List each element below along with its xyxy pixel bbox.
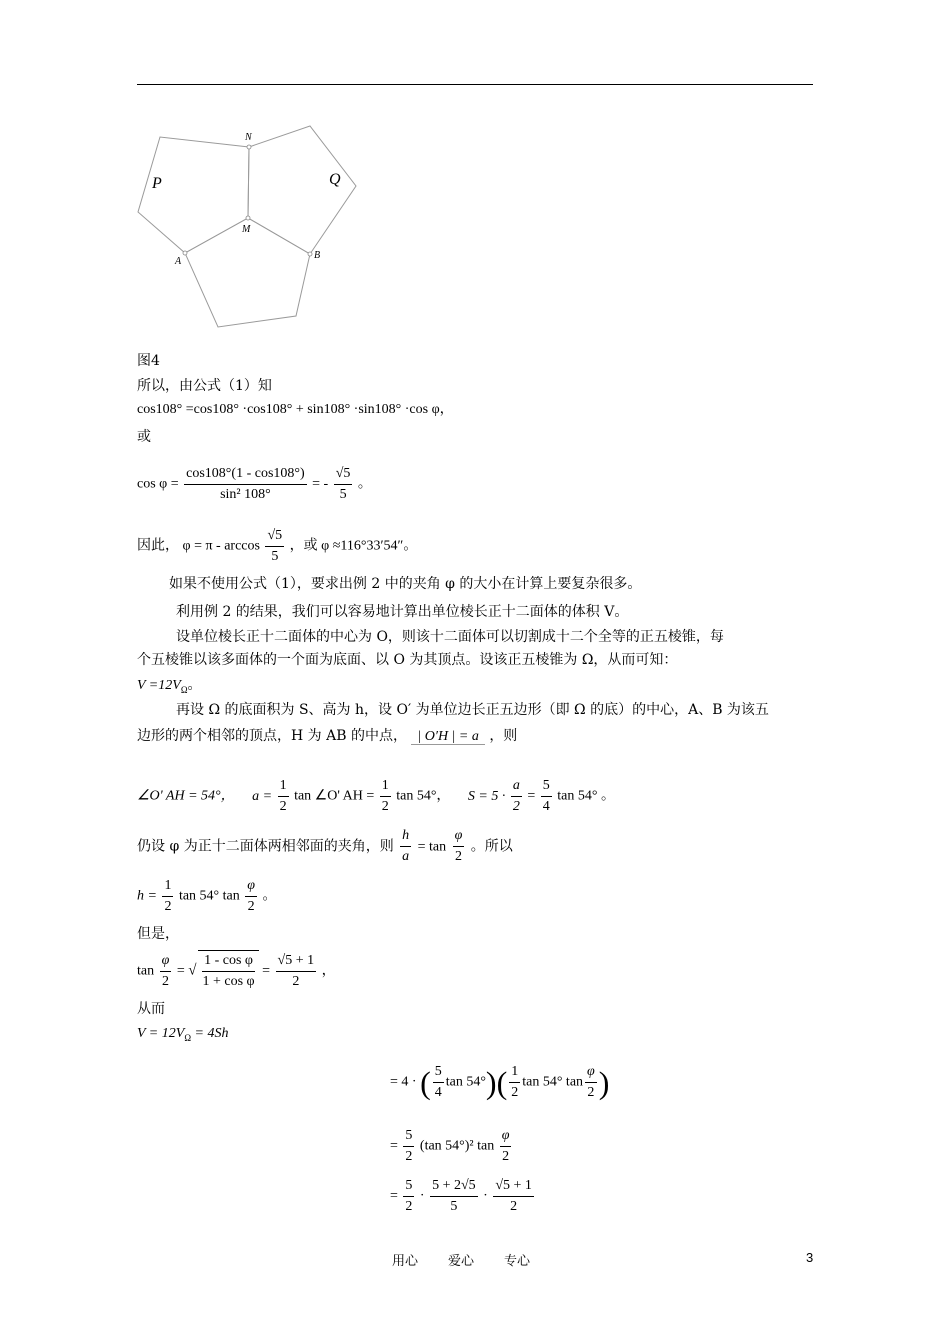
- formula-derivation-2: [390, 1126, 513, 1167]
- paren: ): [598, 1064, 610, 1101]
- denominator: 4: [434, 1085, 442, 1100]
- denominator: 2: [279, 799, 287, 814]
- fraction: [509, 1062, 520, 1103]
- formula-h: [137, 876, 277, 917]
- denominator: 2: [381, 799, 389, 814]
- numerator: 1 - cos φ: [202, 951, 255, 972]
- figure-pentagons: [130, 120, 370, 335]
- numerator: a: [511, 776, 522, 797]
- footer-motto-1: 用心: [392, 1254, 419, 1269]
- header-rule: [137, 84, 813, 85]
- numerator: √5: [334, 464, 353, 485]
- denominator: 5: [339, 487, 347, 502]
- formula-part: = -: [312, 476, 329, 492]
- formula-part: = 4Sh: [194, 1026, 229, 1041]
- formula-part: =: [176, 963, 185, 979]
- numerator: 5: [541, 776, 552, 797]
- formula-part: a =: [252, 788, 273, 804]
- formula-tan-half: [137, 950, 336, 992]
- formula-part: 因此，: [137, 538, 179, 554]
- numerator: 1: [162, 876, 173, 897]
- formula-part: 。: [187, 678, 202, 693]
- pentagon-p: [138, 137, 249, 253]
- formula-part: ，: [321, 963, 336, 979]
- formula-part: 。: [262, 888, 277, 904]
- formula-v: [137, 1025, 228, 1047]
- fraction: [541, 776, 552, 817]
- text-line: 所以，由公式（1）知: [137, 378, 272, 394]
- formula-part: ∠O' AH = 54°，: [137, 788, 235, 804]
- denominator: 4: [542, 799, 550, 814]
- text-line: 个五棱锥以该多面体的一个面为底面、以 O 为其顶点。设该正五棱锥为 Ω，从而可知：: [137, 652, 678, 668]
- formula-part: cos φ =: [137, 476, 179, 492]
- fraction: [162, 876, 173, 917]
- label-m: M: [242, 224, 251, 235]
- formula-part: =: [262, 963, 271, 979]
- numerator: φ: [160, 951, 172, 972]
- pentagon-q: [248, 126, 356, 254]
- fraction: [585, 1062, 597, 1103]
- numerator: 1: [380, 776, 391, 797]
- label-b: B: [314, 250, 321, 261]
- numerator: 5 + 2√5: [430, 1176, 478, 1197]
- footer-motto-3: 专心: [504, 1254, 531, 1269]
- text-line: [137, 727, 517, 746]
- subscript: Ω: [184, 1033, 192, 1043]
- formula-part: ，则: [489, 728, 518, 744]
- numerator: 5: [433, 1062, 444, 1083]
- fraction: [511, 776, 522, 817]
- fraction: [201, 951, 257, 992]
- denominator: 2: [512, 799, 520, 814]
- fraction: [184, 464, 307, 505]
- sqrt-body: [198, 950, 259, 992]
- formula-part: tan 54° tan: [178, 888, 240, 904]
- fraction: [400, 826, 411, 867]
- formula-part: 边形的两个相邻的顶点，H 为 AB 的中点，: [137, 728, 407, 744]
- text-line: 但是，: [137, 926, 179, 942]
- denominator: 2: [405, 1149, 413, 1164]
- denominator: 5: [450, 1199, 458, 1214]
- formula-derivation-3: [390, 1176, 536, 1217]
- denominator: sin² 108°: [220, 487, 271, 502]
- formula-part: 。所以: [470, 838, 513, 855]
- label-n: N: [245, 132, 252, 143]
- numerator: 1: [509, 1062, 520, 1083]
- fraction: [276, 951, 317, 992]
- denominator: 2: [510, 1199, 518, 1214]
- formula-part: = 4 ·: [390, 1074, 417, 1090]
- fraction: [403, 1176, 414, 1217]
- sqrt-sign: √: [188, 962, 197, 979]
- fraction: [430, 1176, 478, 1217]
- formula-derivation-1: [390, 1062, 609, 1103]
- numerator: 5: [403, 1176, 414, 1197]
- denominator: 2: [247, 899, 255, 914]
- subscript: Ω: [180, 685, 188, 695]
- numerator: φ: [500, 1126, 512, 1147]
- formula-angle-line: [137, 776, 615, 817]
- numerator: √5: [265, 526, 284, 547]
- numerator: φ: [453, 826, 465, 847]
- denominator: 2: [161, 974, 169, 989]
- formula-cos-phi: [137, 464, 372, 505]
- formula-cos108: cos108° =cos108° ·cos108° + sin108° ·sin108° ·cos φ，: [137, 402, 454, 417]
- formula-part: tan 54°，: [396, 788, 451, 804]
- fraction: [278, 776, 289, 817]
- formula-part: φ = π - arccos: [182, 538, 260, 554]
- denominator: 2: [164, 899, 172, 914]
- formula-part: tan 54°: [445, 1074, 486, 1090]
- text-line: 从而: [137, 1001, 165, 1017]
- formula-oh: | O′H | = a: [411, 729, 484, 745]
- fraction: [160, 951, 172, 992]
- numerator: cos108°(1 - cos108°): [184, 464, 307, 485]
- denominator: 2: [511, 1085, 519, 1100]
- formula-part: =: [390, 1188, 398, 1204]
- footer-motto-2: 爱心: [448, 1254, 475, 1269]
- text-line: 再设 Ω 的底面积为 S、高为 h，设 O′ 为单位边长正五边形（即 Ω 的底）的中心，A、B 为该五: [176, 702, 769, 718]
- formula-part: =: [390, 1138, 398, 1154]
- formula-part: tan: [137, 963, 155, 979]
- numerator: φ: [245, 876, 257, 897]
- denominator: 2: [405, 1199, 413, 1214]
- formula-part: (tan 54°)² tan: [419, 1138, 495, 1154]
- fraction: [334, 464, 353, 505]
- page-number: 3: [806, 1250, 814, 1265]
- formula-part: 仍设 φ 为正十二面体两相邻面的夹角，则: [137, 838, 394, 855]
- fraction: [453, 826, 465, 867]
- fraction: [500, 1126, 512, 1167]
- formula-part: h =: [137, 888, 157, 904]
- fraction: [403, 1126, 414, 1167]
- denominator: 1 + cos φ: [202, 974, 255, 989]
- formula-part: 。: [357, 476, 372, 492]
- numerator: 1: [278, 776, 289, 797]
- fraction: [265, 526, 284, 567]
- numerator: √5 + 1: [493, 1176, 534, 1197]
- formula-part: ·: [483, 1188, 488, 1204]
- formula-part: tan 54° 。: [557, 788, 615, 804]
- fraction: [493, 1176, 534, 1217]
- formula-part: ，或 φ ≈116°33′54″。: [289, 538, 418, 554]
- paren: (: [420, 1064, 431, 1101]
- formula-volume: [137, 677, 202, 699]
- formula-part: = tan: [417, 839, 447, 855]
- numerator: 5: [403, 1126, 414, 1147]
- label-p: P: [152, 175, 162, 192]
- formula-part: =: [527, 788, 536, 804]
- denominator: a: [402, 849, 410, 864]
- label-a: A: [175, 256, 182, 267]
- formula-part: tan ∠O' AH =: [294, 788, 375, 804]
- formula-part: V = 12V: [137, 1026, 185, 1041]
- fraction: [380, 776, 391, 817]
- formula-phi: [137, 526, 417, 567]
- denominator: 5: [271, 549, 279, 564]
- denominator: 2: [454, 849, 462, 864]
- denominator: 2: [502, 1149, 510, 1164]
- formula-part: ·: [419, 1188, 425, 1204]
- text-line: 利用例 2 的结果，我们可以容易地计算出单位棱长正十二面体的体积 V。: [176, 604, 629, 620]
- fraction: [433, 1062, 444, 1103]
- text-line: 设单位棱长正十二面体的中心为 O，则该十二面体可以切割成十二个全等的正五棱锥，每: [176, 629, 724, 645]
- formula-part: V =12V: [137, 678, 181, 693]
- numerator: φ: [585, 1062, 597, 1083]
- text-line: [137, 826, 513, 867]
- formula-part: S = 5 ·: [467, 788, 506, 804]
- numerator: h: [400, 826, 411, 847]
- numerator: √5 + 1: [276, 951, 317, 972]
- figure-caption: 图4: [137, 353, 160, 369]
- fraction: [245, 876, 257, 917]
- denominator: 2: [587, 1085, 595, 1100]
- text-line: 或: [137, 429, 151, 445]
- denominator: 2: [292, 974, 300, 989]
- paren: )(: [485, 1064, 508, 1101]
- label-q: Q: [329, 171, 341, 188]
- formula-part: tan 54° tan: [522, 1074, 584, 1090]
- text-line: 如果不使用公式（1），要求出例 2 中的夹角 φ 的大小在计算上要复杂很多。: [169, 576, 642, 592]
